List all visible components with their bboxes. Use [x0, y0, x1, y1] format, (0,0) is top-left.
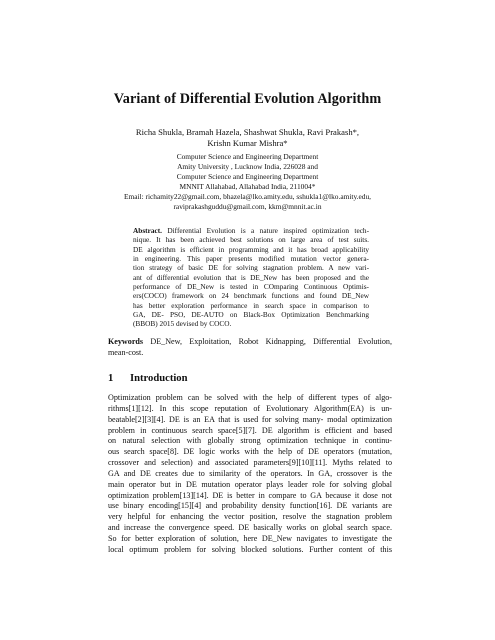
email-line: Email: richamity22@gmail.com, bhazela@lko.amity.edu, sshukla1@lko.amity.edu, — [123, 192, 372, 201]
abstract-line: (BBOB) 2015 devised by COCO. — [133, 319, 232, 329]
abstract-line: tion strategy of basic DE for solving stagnation problem. A new vari- — [133, 263, 369, 273]
body-line: use binary encoding[15][4] and probability density function[16]. DE variants are — [108, 501, 392, 511]
abstract-line: DE algorithm is efficient in programming and it has broad applicability — [133, 244, 369, 254]
affiliation-block — [0, 152, 495, 212]
body-line: ous search space[8]. DE logic works with the help of DE operators (mutation, — [108, 447, 392, 457]
body-line: local optimum problem for solving blocked solutions. Further content of this — [108, 544, 392, 554]
keywords-line: mean-cost. — [108, 347, 144, 357]
abstract-line: has better exploration performance in search space in comparison to — [133, 300, 369, 310]
affiliation-line: Computer Science and Engineering Department — [176, 152, 319, 161]
abstract-line: GA, DE- PSO, DE-AUTO on Black-Box Optimization Benchmarking — [133, 310, 369, 320]
body-line: beatable[2][3][4]. DE is an EA that is used for solving many- modal optimization — [108, 414, 392, 424]
body-line: So for better exploration of solution, here DE_New navigates to investigate the — [108, 533, 392, 543]
body-line: GA and DE creates due to similarity of the operators. In GA, crossover is the — [108, 468, 392, 478]
body-line: optimization problem[13][14]. DE is better in compare to GA because it dose not — [108, 490, 392, 500]
section-title: Introduction — [130, 373, 188, 384]
body-line: main operator but in DE mutation operator plays leader role for solving global — [108, 479, 392, 489]
affiliation-line: Amity University , Lucknow India, 226028 and — [177, 162, 318, 171]
abstract-line: nique. It has been achieved best solutions on large area of test suits. — [133, 235, 369, 245]
abstract-line: ant of differential evolution that is DE_New has been proposed and the — [133, 272, 369, 282]
email-line: raviprakashguddu@gmail.com, kkm@mnnit.ac.in — [173, 202, 322, 211]
affiliation-line: Computer Science and Engineering Department — [176, 172, 319, 181]
body-line: and increase the convergence speed. DE basically works on global search space. — [108, 523, 392, 533]
abstract-line: performance of DE_New is tested in COmparing Continuous Optimis- — [133, 282, 369, 292]
abstract — [133, 226, 369, 329]
body-line: crossover and selection) and associated parameters[9][10][11]. Myths related to — [108, 458, 392, 468]
keywords — [108, 337, 392, 358]
abstract-label: Abstract. — [133, 226, 162, 235]
affiliation-line: MNNIT Allahabad, Allahabad India, 211004* — [179, 182, 316, 191]
body-line: Optimization problem can be solved with the help of different types of algo- — [108, 393, 392, 402]
section-heading — [108, 373, 392, 384]
abstract-line: in engineering. This paper presents modified mutation vector genera- — [133, 254, 369, 264]
author-list — [0, 127, 495, 149]
author-line: Krishn Kumar Mishra* — [207, 138, 288, 148]
author-line: Richa Shukla, Bramah Hazela, Shashwat Shukla, Ravi Prakash*, — [135, 127, 360, 137]
body-line: problem in continuous search space[5][7]. DE algorithm is efficient and based — [108, 425, 392, 435]
section-body — [108, 393, 392, 556]
keywords-label: Keywords — [108, 337, 144, 346]
keywords-line: Keywords DE_New, Exploitation, Robot Kidnapping, Differential Evolution, — [108, 337, 392, 346]
abstract-line: Abstract. Differential Evolution is a nature inspired optimization tech- — [133, 226, 370, 235]
body-line: on natural selection with globally strong optimization technique in continu- — [108, 436, 392, 446]
paper-title: Variant of Differential Evolution Algorithm — [113, 91, 382, 107]
section-number: 1 — [108, 373, 114, 384]
abstract-line: ers(COCO) framework on 24 benchmark functions and found DE_New — [133, 291, 369, 301]
body-line: very helpful for enhancing the vector position, resolve the stagnation problem — [108, 512, 392, 522]
body-line: rithms[1][12]. In this scope reputation of Evolutionary Algorithm(EA) is un- — [108, 403, 392, 413]
